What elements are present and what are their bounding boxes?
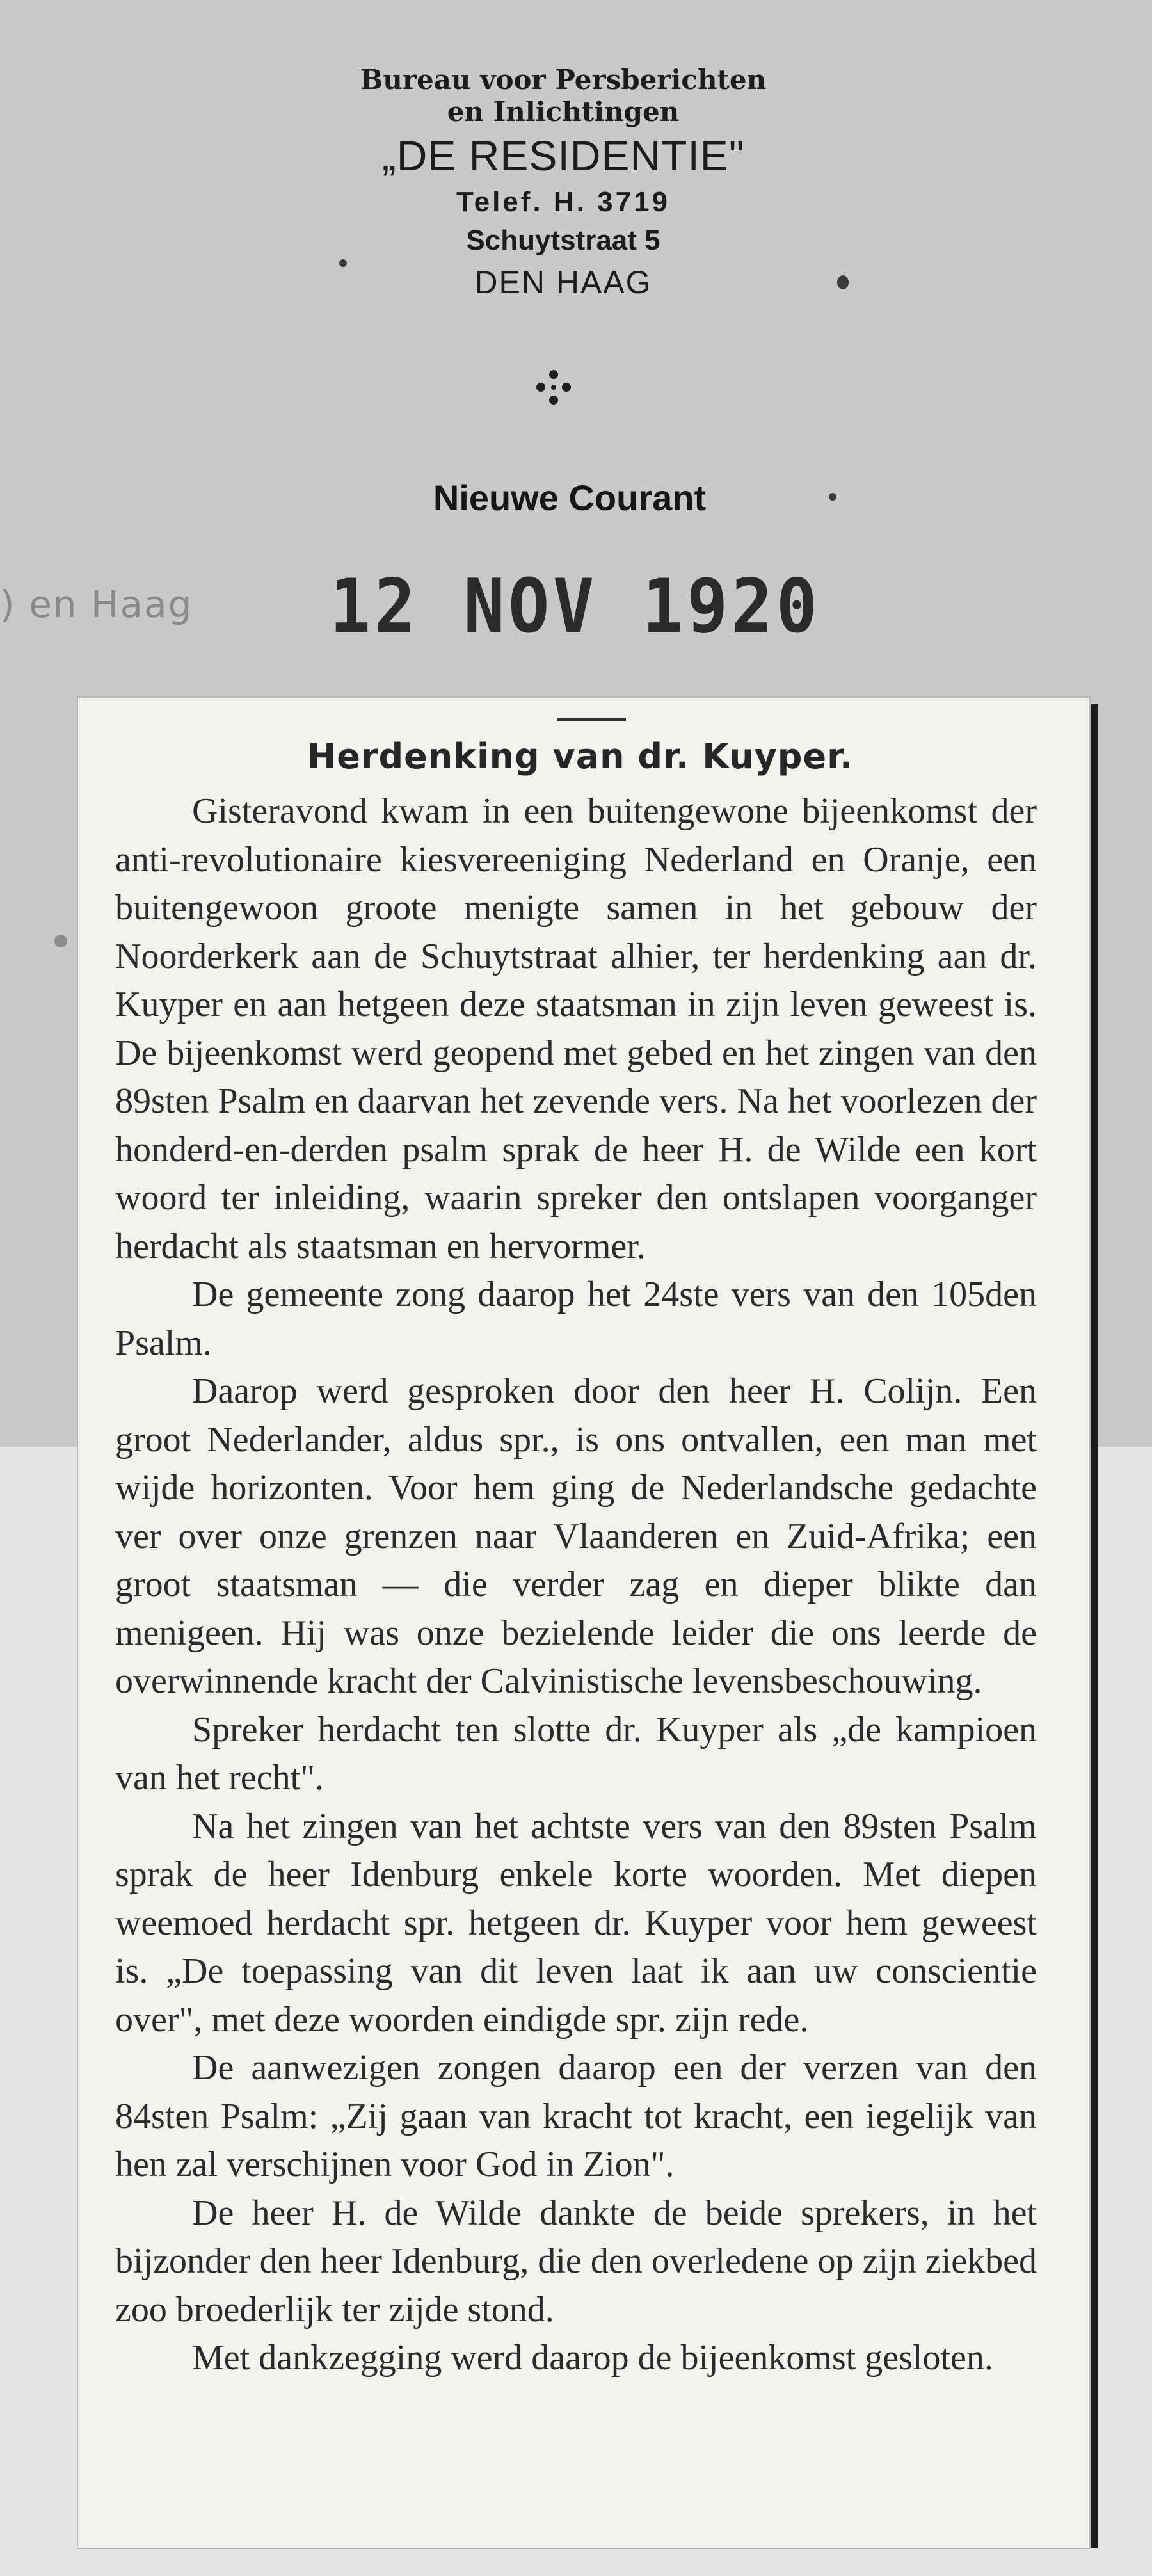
clipping-edge xyxy=(1091,704,1098,2548)
paper-speck xyxy=(54,935,67,947)
article-paragraph: De heer H. de Wilde dankte de beide sprekers, in het bijzonder den heer Idenburg, die den overledene op zijn ziekbed zoo broederlijk ter zijde stond. xyxy=(115,2193,1037,2330)
article-paragraph: Daarop werd gesproken door den heer H. Colijn. Een groot Nederlander, aldus spr., is ons ontvallen, een man met wijde horizonten. Voor hem ging de Nederlandsche gedachte ver over onze grenzen naar Vlaanderen en Zuid-Afrika; een groot staatsman — die verder zag en dieper blikte dan menigeen. Hij was onze bezielende leider die ons leerde de overwinnende kracht der Calvinistische levensbeschouwing. xyxy=(115,1371,1037,1701)
letterhead-line-inlichtingen: en Inlichtingen xyxy=(447,96,680,127)
letterhead-phone: Telef. H. 3719 xyxy=(456,186,670,218)
article-paragraph: Met dankzegging werd daarop de bijeenkomst gesloten. xyxy=(192,2338,993,2378)
title-rule xyxy=(557,718,626,721)
article-paragraph: De aanwezigen zongen daarop een der verzen van den 84sten Psalm: „Zij gaan van kracht tot kracht, een iegelijk van hen zal verschijnen voor God in Zion". xyxy=(115,2048,1037,2184)
letterhead-street: Schuytstraat 5 xyxy=(466,225,660,256)
article-title: Herdenking van dr. Kuyper. xyxy=(307,736,854,777)
article-body xyxy=(115,787,1037,2383)
newspaper-name: Nieuwe Courant xyxy=(433,478,707,518)
letterhead-name: „DE RESIDENTIE" xyxy=(381,132,745,179)
date-stamp-row xyxy=(0,563,1152,659)
ornament-icon xyxy=(534,368,573,407)
date-stamp: 12 NOV 1920 xyxy=(330,563,821,650)
article-paragraph: Spreker herdacht ten slotte dr. Kuyper als „de kampioen van het recht". xyxy=(115,1709,1037,1798)
letterhead-city: DEN HAAG xyxy=(474,264,652,300)
letterhead-stamp xyxy=(275,64,851,305)
letterhead-line-bureau: Bureau voor Persberichten xyxy=(360,64,767,95)
article-paragraph: Gisteravond kwam in een buitengewone bijeenkomst der anti-revolutionaire kiesvereeniging Nederland en Oranje, een buitengewoon groote menigte samen in het gebouw der Noorderkerk aan de Schuytstraat alhier, ter herdenking aan dr. Kuyper en aan hetgeen deze staatsman in zijn leven geweest is. De bijeenkomst werd geopend met gebed en het zingen van den 89sten Psalm en daarvan het zevende vers. Na het voorlezen der honderd-en-derden psalm sprak de heer H. de Wilde een kort woord ter inleiding, waarin spreker den ontslapen voorganger herdacht als staatsman en hervormer. xyxy=(115,791,1037,1266)
article-paragraph: Na het zingen van het achtste vers van den 89sten Psalm sprak de heer Idenburg enkele korte woorden. Met diepen weemoed herdacht spr. hetgeen dr. Kuyper voor hem geweest is. „De toepassing van dit leven laat ik aan uw conscientie over", met deze woorden eindigde spr. zijn rede. xyxy=(115,1806,1037,2040)
article-paragraph: De gemeente zong daarop het 24ste vers van den 105den Psalm. xyxy=(115,1275,1037,1363)
paper-speck xyxy=(829,493,836,501)
faint-stamp-text: ) en Haag xyxy=(0,583,193,626)
